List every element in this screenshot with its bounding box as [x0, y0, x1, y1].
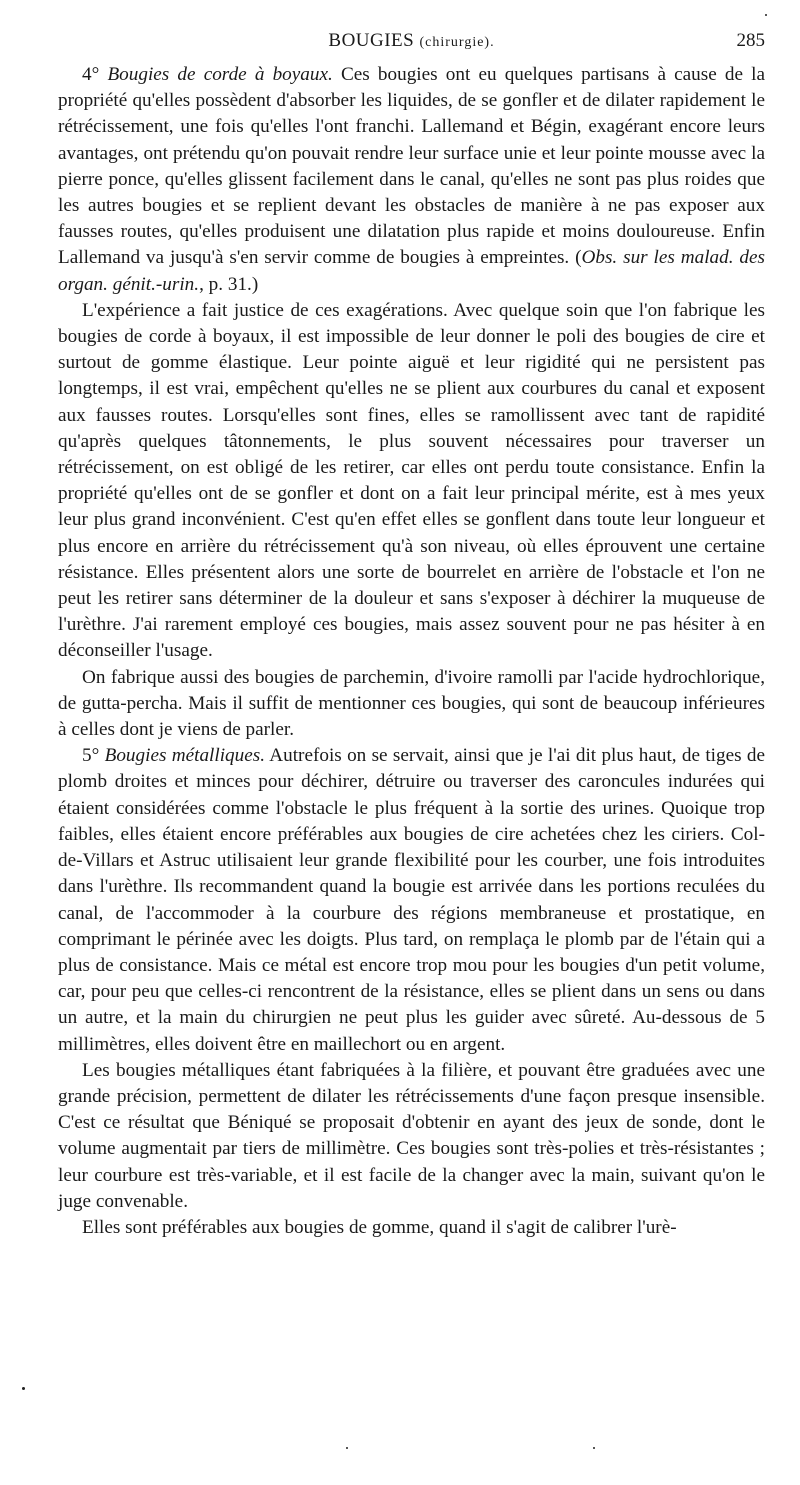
- paragraph-metalliques: [58, 743, 765, 1057]
- running-title: [58, 30, 765, 52]
- reference-citation: Obs. sur les malad. des organ. génit.-urin.: [58, 247, 765, 295]
- scan-speck: [765, 14, 767, 16]
- scan-speck: [346, 1447, 348, 1449]
- paragraph-experience: L'expérience a fait justice de ces exagérations. Avec quelque soin que l'on fabrique les bougies de corde à boyaux, il est impossible de leur donner le poli des bougies de cire et surtout de gomme élastique. Leur pointe aiguë et leur rigidité qui ne persistent pas longtemps, il est vrai, empêchent qu'elles ne se plient aux courbures du canal et exposent aux fausses routes. Lorsqu'elles sont fines, elles se ramollissent avec tant de rapidité qu'après quelques tâtonnements, le plus souvent nécessaires pour traverser un rétrécissement, on est obligé de les retirer, car elles ont perdu toute consistance. Enfin la propriété qu'elles ont de se gonfler et dont on a fait leur principal mérite, est à mes yeux leur plus grand inconvénient. C'est qu'en effet elles se gonflent dans toute leur longueur et plus encore en arrière du rétrécissement qu'à son niveau, où elles éprouvent une certaine résistance. Elles présentent alors une sorte de bourrelet en arrière de l'obstacle et l'on ne peut les retirer sans déterminer de la douleur et sans s'exposer à déchirer la muqueuse de l'urèthre. J'ai rarement employé ces bougies, mais assez souvent pour ne pas hésiter à en déconseiller l'usage.: [58, 299, 765, 662]
- scan-speck: [22, 1387, 25, 1390]
- paragraph-text: Autrefois on se servait, ainsi que je l'ai dit plus haut, de tiges de plomb droites et minces pour déchirer, détruire ou traverser des caroncules indurées qui étaient considérées comme l'obstacle le plus fréquent à la sortie des urines. Quoique trop faibles, elles étaient encore préférables aux bougies de cire achetées chez les ciriers. Col-de-Villars et Astruc utilisaient leur grande flexibilité pour les courber, une fois introduites dans l'urèthre. Ils recommandent quand la bougie est arrivée dans les portions reculées du canal, de l'accommoder à la courbure des régions membraneuse et prostatique, en comprimant le périnée avec les doigts. Plus tard, on remplaça le plomb par de l'étain qui a plus de consistance. Mais ce métal est encore trop mou pour les bougies d'un petit volume, car, pour peu que celles-ci rencontrent de la résistance, elles se plient dans un sens ou dans un autre, et la main du chirurgien ne peut plus les guider avec sûreté. Au-dessous de 5 millimètres, elles doivent être en maillechort ou en argent.: [58, 745, 766, 1055]
- paragraph-filiere: Les bougies métalliques étant fabriquées à la filière, et pouvant être graduées avec une grande précision, permettent de dilater les rétrécissements d'une façon presque insensible. C'est ce résultat que Béniqué se proposait d'obtenir en ayant des jeux de sonde, dont le volume augmentait par tiers de millimètre. Ces bougies sont très-polies et très-résistantes ; leur courbure est très-variable, et il est facile de la changer avec la main, suivant qu'on le juge convenable.: [58, 1059, 765, 1212]
- paragraph-corde-a-boyaux: [58, 62, 765, 298]
- running-title-main: BOUGIES: [328, 30, 415, 51]
- scan-speck: [593, 1447, 595, 1449]
- page-number: 285: [736, 30, 765, 51]
- running-title-sub: (chirurgie).: [419, 35, 495, 50]
- section-number: 4°: [82, 64, 100, 85]
- running-head: [58, 30, 765, 56]
- paragraph-parchemin: On fabrique aussi des bougies de parchemin, d'ivoire ramolli par l'acide hydrochlorique, de gutta-percha. Mais il suffit de mentionner ces bougies, qui sont de beaucoup inférieures à celles dont je viens de parler.: [58, 666, 765, 741]
- section-heading-metalliques: Bougies métalliques.: [104, 745, 266, 767]
- body-text: [58, 62, 765, 1241]
- section-heading-corde-a-boyaux: Bougies de corde à boyaux.: [107, 64, 333, 85]
- paragraph-calibrer: Elles sont préférables aux bougies de gomme, quand il s'agit de calibrer l'urè-: [82, 1216, 677, 1238]
- reference-page: , p. 31.): [199, 273, 259, 295]
- section-number: 5°: [82, 745, 100, 767]
- paragraph-text: Ces bougies ont eu quelques partisans à cause de la propriété qu'elles possèdent d'absorber les liquides, de se gonfler et de dilater rapidement le rétrécissement, une fois qu'elles l'ont franchi. Lallemand et Bégin, exagérant encore leurs avantages, ont prétendu qu'on pouvait rendre leur surface unie et leur pointe mousse avec la pierre ponce, qu'elles glissent facilement dans le canal, qu'elles ne sont pas plus roides que les autres bougies et se replient devant les obstacles de manière à ne pas exposer aux fausses routes, qu'elles produisent une dilatation plus rapide et moins douloureuse. Enfin Lallemand va jusqu'à s'en servir comme de bougies à empreintes. (: [58, 64, 766, 269]
